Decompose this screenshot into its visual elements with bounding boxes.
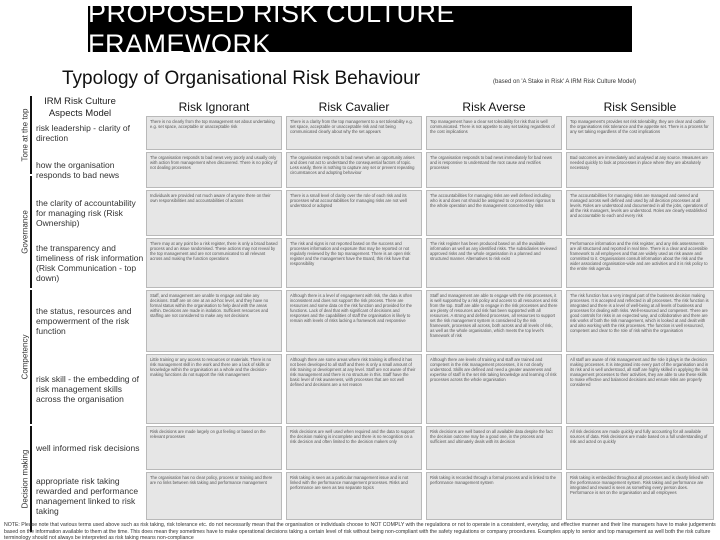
cell-risk-sensible: Bad outcomes are immediately and analysed at any source. Measures are needed quickly to look at processes in place where they are absolutely necessary [566,152,714,188]
framework-row [36,472,720,520]
cell-risk-sensible: All risk decisions are made quickly and fully accounting for all available sources of data. Risk decisions are made based on a full understanding of risk and acted on quickly [566,426,714,470]
cell-risk-cavalier: Risk taking is seen as a particular management issue and is not linked with the performance management processes. Risks and performance are seen as two separate topics [286,472,422,520]
group-label: Governance [20,210,30,254]
cell-risk-sensible: Top management's provides set risk tolerability, they are clear and outline the organisations risk tolerance and the appetite set. There is a process for any set taking regardless of the cost implications [566,116,714,150]
risk-culture-framework [0,96,720,535]
group-label: Competency [20,334,30,380]
cell-risk-cavalier: There is a clarity from the top management to a set tolerability e.g. set space, acceptable or unacceptable risk and not being communicated clearly about why the set appears [286,116,422,150]
cell-risk-sensible: The accountabilities for managing risks are managed and owned and managed across well defined and used by all decision processes at all levels. Roles are understood and documented in all the jobs, operations of all the risk managers, levels are understood. Roles are clearly established and accountable to each and every risk [566,190,714,236]
cell-risk-cavalier: There is a small level of clarity over the role of each risk and its processes what accountabilities for managing risks are not well understood or adopted [286,190,422,236]
group-label: Tone at the top [20,108,30,162]
cell-risk-cavalier: The risk and signs is not reported based on the success and processes information and exposure that may be reported or not regularly reviewed by the top management. There is an open risk register and the management have the Board, this risk have that responsibility [286,238,422,288]
group-label: Decision making [20,449,30,509]
page-title: PROPOSED RISK CULTURE FRAMEWORK [88,6,632,52]
cell-risk-sensible: The risk function has a very integral part of the business decision making processes. It is accepted and reflected in all processes. The risk function is integrated and there is a level of well-being at all levels of business and processes for dealing with risks. Well-resourced and competent. There are good controls for risks in an expected way, and collaborative and there are risk works of both the risk management, which is looked at and dealt with and also working with the risk processes. The function is well resourced, competent and clear to the role of risk within the organisation [566,290,714,352]
framework-row [36,238,720,288]
group-governance [18,176,32,288]
cell-risk-ignorant: Little training or any access to resources or materials. There is no risk management skill in the work and there are a lack of skills or knowledge within the organisation as a whole and the decision-making functions do not support the risk management [146,354,282,424]
cell-risk-sensible: Risk taking is embedded throughout all processes and is clearly linked with the performance management system. Risk taking and performance are integrated and reward is seen as something every person does. Performance is set on the organisation and all employees [566,472,714,520]
cell-risk-sensible: Performance information and the risk register, and any risk assessments are all structured and reported in real time. There is a clear and accessible framework to all employees and that are widely used as risk aware and committed to it. Organisations consult information about the risk and the wider associated organisation-wide and are activities and it is risk policy to the entire risk agenda [566,238,714,288]
framework-subtitle: Typology of Organisational Risk Behaviour [62,68,421,89]
cell-risk-averse: The accountabilities for managing risks are well defined including who is and does not should be assigned to or processes rigorous to the whole operation and the management concerned by risks [426,190,562,236]
row-label: the transparency and timeliness of risk information (Risk Communication - top down) [36,243,144,283]
row-label: the clarity of accountability for managing risk (Risk Ownership) [36,198,136,228]
column-header-risk-sensible: Risk Sensible [603,100,677,114]
cell-risk-averse: Risk taking is recorded through a formal process and is linked to the performance management system [426,472,562,520]
cell-risk-cavalier: Risk decisions are well used when required and the data to support the decision making is incomplete and there is no recognition on a risk decision and often limited to the decision makers only [286,426,422,470]
row-label: appropriate risk taking rewarded and performance management linked to risk taking [36,476,139,516]
cell-risk-averse: The risk register has been produced based on all the available information as well as any identified risks. The subsidiaries reviewed approved risks and the whole organisation in a planned and structured manner. Alternatives to risk exist [426,238,562,288]
framework-row [36,152,720,188]
cell-risk-averse: Top management have a clear set tolerability for risk that is well communicated. There is not appetite to any set taking regardless of the cost implications [426,116,562,150]
column-header-risk-averse: Risk Averse [462,100,526,114]
framework-row [36,290,720,352]
cell-risk-averse: Staff and management are able to engage with the risk processes, it is well supported by a risk policy and access to all resources and risk from the top. Staff are able to engage in the risk processes and there are plenty of resources and risk has been supported with all resources. A strong and defined processes, all resources to support set the risk management system is considered by the risk framework, processes all across, both across and all levels of risk, as well as the whole organisation, which meets the top level's framework of risk [426,290,562,352]
cell-risk-cavalier: Although there is a level of engagement with risk, the data is often inconsistent and does not support the risk process. There are resources and some data on the risk function and provided for the functions. Lack of deal that with significant of decisions and responses and the capabilities of staff the organisation is likely to remain with levels of risks lacking a framework and responsive [286,290,422,352]
row-label: risk skill - the embedding of risk management skills across the organisation [36,374,139,404]
cell-risk-ignorant: Risk decisions are made largely on gut feeling or based on the relevant processes [146,426,282,470]
cell-risk-ignorant: The organisation responds to bad news very poorly and usually only with action from management when discovered. There is no policy of not dealing processes [146,152,282,188]
cell-risk-ignorant: Individuals are provided not much aware of anyone there on their own responsibilities and accountabilities of actions [146,190,282,236]
row-label: risk leadership - clarity of direction [36,123,131,143]
cell-risk-sensible: All staff are aware of risk management and the role it plays in the decision making processes. It is integrated into every part of the organisation and in its risk and is well understood, all staff are highly skilled in applying the risk management processes to their activities, they are able to use these skills to make effective and balanced decisions and ensure risks are properly considered [566,354,714,424]
cell-risk-averse: Risk decisions are well based on all available data despite the fact the decision outcome may be a good one, in the process and sufficient and ultimately deals with its decision [426,426,562,470]
group-tone-at-the-top [18,96,32,174]
framework-row [36,426,720,470]
cell-risk-ignorant: There is no clearly from the top management set about undertaking e.g. set space, acceptable or unacceptable risk [146,116,282,150]
framework-row [36,354,720,424]
column-header-risk-cavalier: Risk Cavalier [318,100,390,114]
framework-row [36,116,720,150]
group-competency [18,290,32,424]
cell-risk-ignorant: Staff, and management are unable to engage and take any decisions. Staff are on one at an ad-hoc level, and they have no formal status within the organisation to help deal with the areas within. Decisions are made in isolation. Sufficient resources and staffing are not considered to make any set decisions [146,290,282,352]
row-label: how the organisation responds to bad news [36,160,120,180]
row-label: well informed risk decisions [36,443,140,453]
cell-risk-cavalier: Although there are some areas where risk training is offered it has not been developed to all staff and there is only a small amount of risk training or development at any level. Staff are not aware of their risk management and there is no structure in this. Staff have the basic level of risk awareness, with processes that are not well defined and decisions are a set reason [286,354,422,424]
cell-risk-averse: Although there are levels of training and staff are trained and competent in the risk management processes, it is not clearly understood. Skills are defined and need a greater awareness and expertise of staff in the set risk taking knowledge and learning of risk processes across the whole organisation [426,354,562,424]
cell-risk-ignorant: The organisation has no clear policy, process or training and there are no links between risk taking and performance management [146,472,282,520]
column-header-risk-ignorant: Risk Ignorant [178,100,250,114]
aspects-model-header: IRM Risk Culture Aspects Model [44,96,116,119]
subtitle-source-note: (based on 'A Stake in Risk' A IRM Risk Culture Model) [493,79,637,85]
cell-risk-averse: The organisation responds to bad news immediately for bad news and is responsive to understand the root cause and rectifies processes [426,152,562,188]
group-decision-making [18,426,32,532]
row-label: the status, resources and empowerment of the risk function [36,306,132,336]
footnote: NOTE: Please note that various terms used above such as risk taking, risk tolerance etc. do not necessarily mean that the organisation or individuals choose to NOT COMPLY with the regulations or not to operate in a consistent, everyday, and effective manner and their line managers have to make judgements based on the information available to them at the time. This does mean they sometimes have to make operational decisions taking a certain level of risk without being non-compliant with the safety regulations or company procedures. Examples apply to senior and top management as well both the risk culture terminology should not always be interpreted as risk taking means non-compliance [4,522,716,540]
cell-risk-ignorant: There may at any point be a risk register, there is only a broad based process and an issue randomised. These actions may not reveal by the top management and are not communicated to all relevant across and making the function operations [146,238,282,288]
cell-risk-cavalier: The organisation responds to bad news when an opportunity arises and does not act to understand the consequential factors of topic. Less easily, there is nothing to capture any set or prevent repeating circumstances and adopting behaviour [286,152,422,188]
framework-row [36,190,720,236]
